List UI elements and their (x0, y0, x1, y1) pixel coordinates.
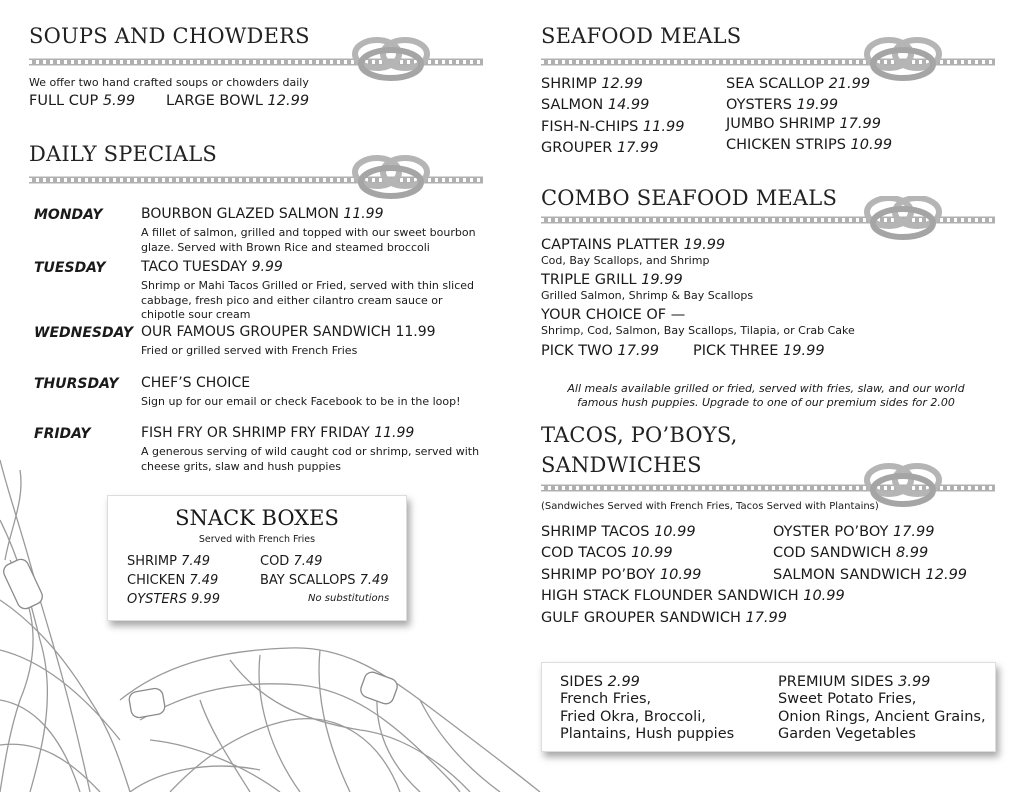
snack-chicken: CHICKEN 7.49 (127, 573, 219, 588)
special-tuesday: TACO TUESDAY 9.99 (141, 259, 283, 275)
tacos-title-line1: TACOS, PO’BOYS, (541, 423, 738, 447)
combo-triple-desc: Grilled Salmon, Shrimp & Bay Scallops (541, 289, 754, 302)
premium-line-1: Sweet Potato Fries, (778, 691, 917, 707)
combo-choice-desc: Shrimp, Cod, Salmon, Bay Scallops, Tilapia, or Crab Cake (541, 324, 855, 337)
premium-sides-heading: PREMIUM SIDES 3.99 (778, 674, 931, 690)
sides-line-3: Plantains, Hush puppies (560, 726, 735, 742)
seafood-oysters: OYSTERS 19.99 (726, 97, 839, 113)
tacos-grouper-sandwich: GULF GROUPER SANDWICH 17.99 (541, 610, 787, 626)
tacos-shrimp-poboy: SHRIMP PO’BOY 10.99 (541, 567, 702, 583)
specials-title: DAILY SPECIALS (29, 142, 217, 166)
combo-captains-platter: CAPTAINS PLATTER 19.99 (541, 237, 726, 253)
seafood-grouper: GROUPER 17.99 (541, 140, 659, 156)
soups-title: SOUPS AND CHOWDERS (29, 24, 310, 48)
special-friday: FISH FRY OR SHRIMP FRY FRIDAY 11.99 (141, 425, 415, 441)
snack-oysters: OYSTERS 9.99 (127, 592, 220, 607)
special-monday-desc: A fillet of salmon, grilled and topped with our sweet bourbon glaze. Served with Brown Rice and steamed broccoli (141, 226, 476, 254)
combo-title: COMBO SEAFOOD MEALS (541, 186, 838, 210)
sides-heading: SIDES 2.99 (560, 674, 640, 690)
rope-knot-divider (29, 152, 483, 202)
seafood-sea-scallop: SEA SCALLOP 21.99 (726, 76, 871, 92)
special-friday-desc: A generous serving of wild caught cod or shrimp, served with cheese grits, slaw and hush puppies (141, 445, 480, 473)
tacos-shrimp-tacos: SHRIMP TACOS 10.99 (541, 524, 696, 540)
large-bowl: LARGE BOWL 12.99 (166, 93, 310, 109)
special-thursday: CHEF’S CHOICE (141, 375, 251, 391)
special-tuesday-desc: Shrimp or Mahi Tacos Grilled or Fried, served with thin sliced cabbage, fresh pico and either cilantro cream sauce or chipotle sour cream (141, 279, 474, 321)
combo-pick-two: PICK TWO 17.99 (541, 343, 659, 359)
snack-title: SNACK BOXES (175, 506, 339, 530)
seafood-fish-n-chips: FISH-N-CHIPS 11.99 (541, 119, 685, 135)
premium-line-2: Onion Rings, Ancient Grains, (778, 709, 986, 725)
seafood-chicken-strips: CHICKEN STRIPS 10.99 (726, 137, 893, 153)
seafood-title: SEAFOOD MEALS (541, 24, 742, 48)
day-thursday: THURSDAY (34, 376, 119, 392)
combo-pick-three: PICK THREE 19.99 (693, 343, 825, 359)
premium-line-3: Garden Vegetables (778, 726, 916, 742)
combo-captains-desc: Cod, Bay Scallops, and Shrimp (541, 254, 710, 267)
tacos-title-line2: SANDWICHES (541, 453, 702, 477)
special-thursday-desc: Sign up for our email or check Facebook to be in the loop! (141, 395, 461, 408)
snack-note: No substitutions (308, 593, 390, 604)
snack-shrimp: SHRIMP 7.49 (127, 554, 211, 569)
special-monday: BOURBON GLAZED SALMON 11.99 (141, 206, 384, 222)
snack-cod: COD 7.49 (260, 554, 323, 569)
sides-line-2: Fried Okra, Broccoli, (560, 709, 706, 725)
day-wednesday: WEDNESDAY (34, 325, 133, 341)
soups-note: We offer two hand crafted soups or chowders daily (29, 76, 309, 89)
seafood-jumbo-shrimp: JUMBO SHRIMP 17.99 (726, 116, 881, 132)
snack-bay-scallops: BAY SCALLOPS 7.49 (260, 573, 389, 588)
tacos-cod-sandwich: COD SANDWICH 8.99 (773, 545, 929, 561)
snack-box-panel (107, 495, 407, 621)
day-monday: MONDAY (34, 207, 103, 223)
seafood-shrimp: SHRIMP 12.99 (541, 76, 643, 92)
combo-note-line1: All meals available grilled or fried, served with fries, slaw, and our world (567, 382, 965, 395)
combo-triple-grill: TRIPLE GRILL 19.99 (541, 272, 683, 288)
special-wednesday: OUR FAMOUS GROUPER SANDWICH 11.99 (141, 324, 436, 340)
day-tuesday: TUESDAY (34, 260, 106, 276)
tacos-salmon-sandwich: SALMON SANDWICH 12.99 (773, 567, 968, 583)
sides-panel (541, 662, 996, 752)
combo-note-line2: famous hush puppies. Upgrade to one of our premium sides for 2.00 (577, 396, 955, 409)
special-wednesday-desc: Fried or grilled served with French Fries (141, 344, 358, 357)
tacos-note: (Sandwiches Served with French Fries, Tacos Served with Plantains) (541, 501, 879, 512)
combo-your-choice: YOUR CHOICE OF — (541, 307, 686, 323)
sides-line-1: French Fries, (560, 691, 652, 707)
tacos-oyster-poboy: OYSTER PO’BOY 17.99 (773, 524, 935, 540)
snack-subtitle: Served with French Fries (198, 534, 316, 545)
seafood-salmon: SALMON 14.99 (541, 97, 650, 113)
tacos-cod-tacos: COD TACOS 10.99 (541, 545, 673, 561)
day-friday: FRIDAY (34, 426, 91, 442)
full-cup: FULL CUP 5.99 (29, 93, 136, 109)
tacos-flounder-sandwich: HIGH STACK FLOUNDER SANDWICH 10.99 (541, 588, 845, 604)
